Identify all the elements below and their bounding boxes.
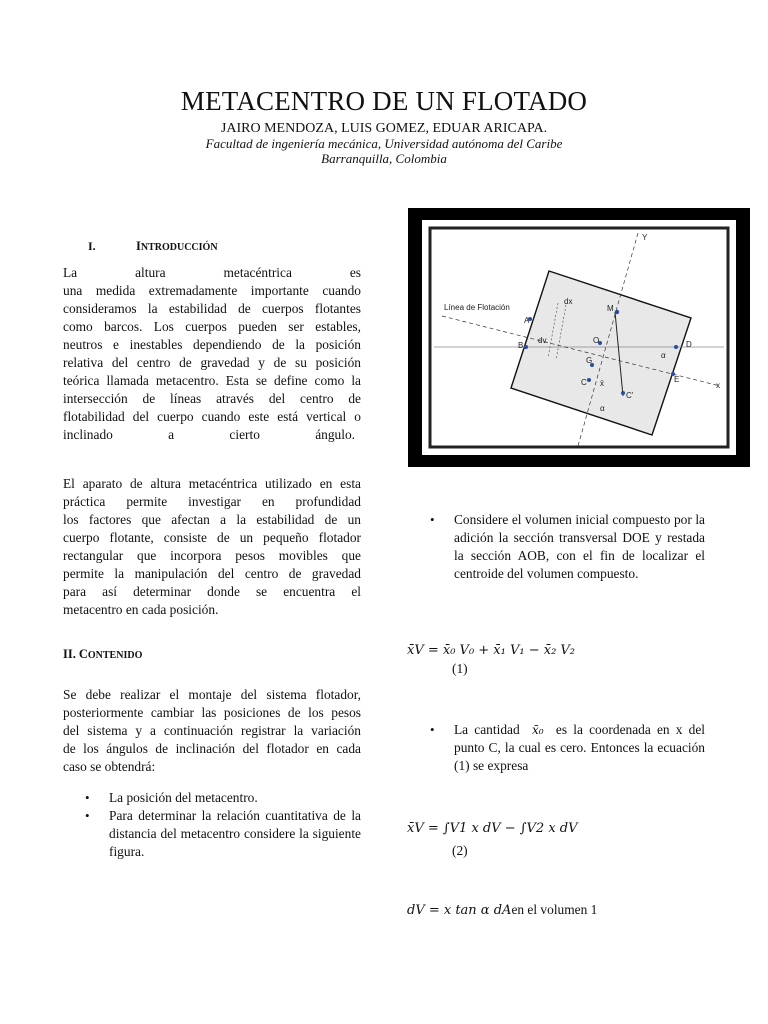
contenido-bullet-list: [63, 789, 361, 861]
x0-symbol: x̄₀: [532, 723, 544, 737]
label-x: x: [716, 381, 720, 390]
text-line: flotabilidad del cuerpo cuando este está vertical o: [63, 409, 361, 424]
label-y: Y: [642, 233, 648, 242]
label-dv: dv: [538, 336, 547, 345]
text-line: como barcos. Los cuerpos pueden ser estables,: [63, 319, 361, 334]
equation-2-number: (2): [452, 843, 468, 858]
label-g: G: [586, 356, 593, 365]
text-line: de los ángulos de inclinación del flotador en cada: [63, 741, 361, 756]
affiliation-line-2: Barranquilla, Colombia: [321, 151, 447, 166]
intro-paragraph-1: [63, 264, 361, 444]
metacenter-figure: [408, 208, 750, 467]
label-e: E: [674, 375, 680, 384]
equation-1: x̄V = x̄₀ V₀ + x̄₁ V₁ − x̄₂ V₂: [407, 643, 576, 658]
paper-title: METACENTRO DE UN FLOTADO: [180, 86, 588, 116]
label-alpha-2: α: [600, 404, 605, 413]
text-line: rectangular que incorpora pesos movibles que: [63, 548, 361, 563]
label-a: A: [524, 316, 530, 325]
label-dx: dx: [564, 297, 573, 306]
text-line: los factores que afectan a la estabilidad de un: [63, 512, 361, 527]
label-xbar: x̄: [600, 379, 604, 388]
section-heading-contenido: II. CONTENIDO: [63, 647, 143, 661]
intro-paragraph-2: [63, 475, 361, 619]
list-item: • La cantidad x̄₀ es la coordenada en x del punto C, la cual es cero. Entonces la ecuación (1) se expresa: [408, 721, 705, 775]
contenido-paragraph: [63, 686, 361, 776]
text-line: intersección de líneas através del centro de: [63, 391, 361, 406]
text-line: para así determinar donde se encuentra el: [63, 584, 361, 599]
section-number: I.: [88, 239, 96, 253]
list-item: • Considere el volumen inicial compuesto por la adición la sección transversal DOE y restada la sección AOB, con el fin de localizar el centroide del volumen compuesto.: [408, 511, 705, 583]
text-line: metacentro en cada posición.: [63, 602, 219, 617]
list-item: • Para determinar la relación cuantitativa de la distancia del metacentro considere la siguiente figura.: [63, 807, 361, 861]
text-line: Se debe realizar el montaje del sistema flotador,: [63, 687, 361, 702]
point-c-prime: [621, 391, 625, 395]
right-bullet-list-2: [408, 721, 705, 775]
point-c: [587, 378, 591, 382]
list-item: • La posición del metacentro.: [63, 789, 361, 807]
text-line: caso se obtendrá:: [63, 759, 156, 774]
label-m: M: [607, 304, 614, 313]
section-number: II.: [63, 647, 76, 661]
equation-3-text: en el volumen 1: [511, 902, 598, 917]
label-c-prime: C': [626, 391, 634, 400]
text-line: teórica llamada metacentro. Esta se define como la: [63, 373, 361, 388]
label-o: O: [593, 336, 600, 345]
text-line: del sistema y a continuación registrar la variación: [63, 723, 361, 738]
equation-3-math: dV = x tan α dA: [407, 903, 512, 918]
text-line: relativa del centro de gravedad y de su posición: [63, 355, 361, 370]
equation-1-number: (1): [452, 661, 468, 676]
text-line: inclinado a cierto ángulo.: [63, 427, 355, 442]
point-b: [524, 345, 528, 349]
paper-authors: JAIRO MENDOZA, LUIS GOMEZ, EDUAR ARICAPA.: [220, 121, 548, 136]
label-linea-flotacion: Línea de Flotación: [444, 303, 510, 312]
text-line: neutros e inestables dependiendo de la posición: [63, 337, 361, 352]
label-b: B: [518, 341, 524, 350]
label-alpha-1: α: [661, 351, 666, 360]
paper-affiliation: [0, 136, 768, 166]
text-line: práctica permite investigar en profundidad: [63, 494, 361, 509]
text-line: posteriormente cambiar las posiciones de los pesos: [63, 705, 361, 720]
text-line: consideramos la estabilidad de cuerpos flotantes: [63, 301, 361, 316]
section-heading-intro: I. INTRODUCCIÓN: [88, 239, 218, 253]
text-line: El aparato de altura metacéntrica utilizado en esta: [63, 476, 361, 491]
right-bullet-list-1: [408, 511, 705, 583]
metacenter-diagram: [408, 208, 750, 467]
label-c: C: [581, 378, 587, 387]
point-m: [615, 310, 619, 314]
point-d: [674, 345, 678, 349]
text-line: permite la manipulación del centro de gravedad: [63, 566, 361, 581]
label-d: D: [686, 340, 692, 349]
text-line: una medida extremadamente importante cuando: [63, 283, 361, 298]
affiliation-line-1: Facultad de ingeniería mecánica, Universidad autónoma del Caribe: [205, 136, 563, 151]
equation-3: [407, 902, 597, 918]
equation-2: x̄V = ∫V1 x dV − ∫V2 x dV: [407, 821, 578, 836]
text-line: cuerpo flotante, consiste de un pequeño flotador: [63, 530, 361, 545]
text-line: La altura metacéntrica es: [63, 265, 361, 280]
